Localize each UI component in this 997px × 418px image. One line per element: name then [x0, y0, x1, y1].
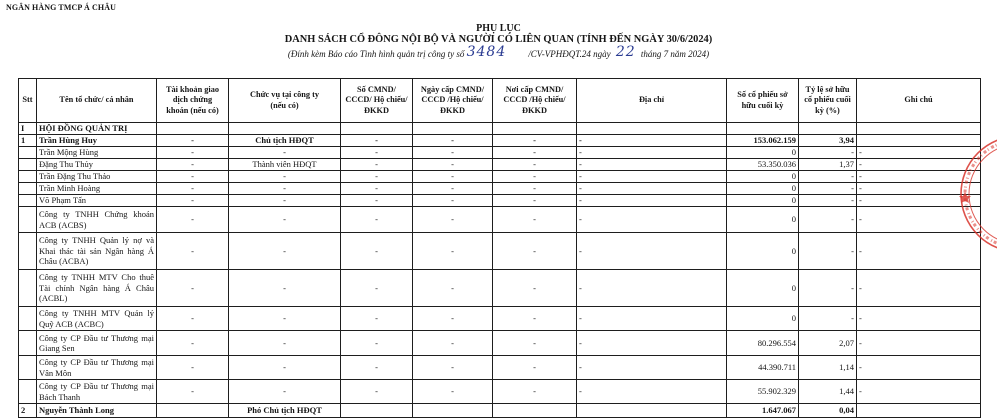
cell-issue-date: -	[413, 171, 493, 183]
cell-issue-place	[493, 404, 577, 418]
header-name: Tên tổ chức/ cá nhân	[37, 79, 157, 123]
cell-shares	[727, 123, 799, 135]
cell-ownership-ratio: 2,07	[799, 331, 857, 356]
cell-ownership-ratio: -	[799, 183, 857, 195]
cell-name: Trần Mộng Hùng	[37, 147, 157, 159]
cell-address: -	[577, 331, 727, 356]
header-ownership-ratio: Tỷ lệ sở hữu cổ phiếu cuối kỳ (%)	[799, 79, 857, 123]
cell-name: Trần Minh Hoàng	[37, 183, 157, 195]
cell-trading-account: -	[157, 159, 229, 171]
cell-stt: 1	[19, 135, 37, 147]
cell-issue-place: -	[493, 307, 577, 331]
cell-position: Thành viên HĐQT	[229, 159, 341, 171]
cell-stt	[19, 233, 37, 270]
cell-position: -	[229, 195, 341, 207]
cell-name: Công ty TNHH MTV Cho thuê Tài chính Ngân hàng Á Châu (ACBL)	[37, 270, 157, 307]
table-row	[19, 195, 981, 207]
cell-note: -	[857, 147, 981, 159]
cell-trading-account: -	[157, 270, 229, 307]
cell-issue-place: -	[493, 233, 577, 270]
cell-address: -	[577, 171, 727, 183]
cell-id-number: -	[341, 233, 413, 270]
table-row	[19, 307, 981, 331]
cell-shares: 80.296.554	[727, 331, 799, 356]
table-body	[19, 123, 981, 418]
cell-name: Công ty CP Đầu tư Thương mại Giang Sen	[37, 331, 157, 356]
cell-id-number: -	[341, 183, 413, 195]
cell-issue-place: -	[493, 171, 577, 183]
cell-stt	[19, 195, 37, 207]
appendix-title: PHỤ LỤC	[476, 23, 521, 34]
cell-issue-place	[493, 123, 577, 135]
cell-ownership-ratio: -	[799, 171, 857, 183]
cell-position: -	[229, 307, 341, 331]
table-row	[19, 147, 981, 159]
cell-issue-date: -	[413, 159, 493, 171]
cell-trading-account: -	[157, 183, 229, 195]
cell-address: -	[577, 135, 727, 147]
cell-ownership-ratio: 0,04	[799, 404, 857, 418]
table-row	[19, 159, 981, 171]
cell-shares: 0	[727, 183, 799, 195]
cell-name: Trần Hùng Huy	[37, 135, 157, 147]
cell-trading-account: -	[157, 356, 229, 380]
cell-position: Phó Chủ tịch HĐQT	[229, 404, 341, 418]
shareholder-table	[18, 78, 981, 418]
table-row	[19, 404, 981, 418]
cell-shares: 0	[727, 233, 799, 270]
cell-name: HỘI ĐỒNG QUẢN TRỊ	[37, 123, 157, 135]
cell-note: -	[857, 331, 981, 356]
red-seal-stamp	[955, 128, 997, 260]
cell-position: -	[229, 183, 341, 195]
cell-shares: 0	[727, 195, 799, 207]
cell-issue-date: -	[413, 270, 493, 307]
cell-trading-account	[157, 123, 229, 135]
cell-shares: 0	[727, 307, 799, 331]
cell-id-number: -	[341, 171, 413, 183]
cell-issue-date: -	[413, 147, 493, 159]
cell-position: -	[229, 233, 341, 270]
cell-position: -	[229, 356, 341, 380]
cell-id-number	[341, 404, 413, 418]
cell-id-number: -	[341, 207, 413, 233]
cell-name: Võ Phạm Tấn	[37, 195, 157, 207]
subtitle-prefix: (Đính kèm Báo cáo Tình hình quản trị công ty số	[287, 49, 465, 59]
subtitle-suffix: tháng 7 năm 2024)	[640, 49, 710, 59]
cell-id-number: -	[341, 270, 413, 307]
cell-address: -	[577, 195, 727, 207]
cell-ownership-ratio: 3,94	[799, 135, 857, 147]
cell-issue-place: -	[493, 159, 577, 171]
cell-ownership-ratio: 1,37	[799, 159, 857, 171]
cell-address: -	[577, 183, 727, 195]
cell-ownership-ratio: -	[799, 195, 857, 207]
cell-address: -	[577, 159, 727, 171]
cell-position: -	[229, 207, 341, 233]
cell-stt	[19, 270, 37, 307]
cell-shares: 0	[727, 147, 799, 159]
cell-stt	[19, 159, 37, 171]
cell-id-number: -	[341, 195, 413, 207]
cell-position: -	[229, 331, 341, 356]
cell-trading-account: -	[157, 380, 229, 404]
cell-name: Công ty TNHH Chứng khoán ACB (ACBS)	[37, 207, 157, 233]
cell-address: -	[577, 147, 727, 159]
cell-name: Đặng Thu Thủy	[37, 159, 157, 171]
header-address: Địa chỉ	[577, 79, 727, 123]
document-title-block	[0, 23, 997, 62]
cell-note: -	[857, 380, 981, 404]
cell-issue-date: -	[413, 233, 493, 270]
cell-issue-date: -	[413, 207, 493, 233]
cell-trading-account: -	[157, 331, 229, 356]
cell-issue-place: -	[493, 270, 577, 307]
cell-issue-date: -	[413, 380, 493, 404]
cell-position: Chủ tịch HĐQT	[229, 135, 341, 147]
cell-issue-place: -	[493, 331, 577, 356]
cell-issue-place: -	[493, 135, 577, 147]
cell-address	[577, 404, 727, 418]
cell-id-number	[341, 123, 413, 135]
table-row	[19, 380, 981, 404]
cell-issue-date	[413, 404, 493, 418]
subtitle	[0, 46, 997, 62]
cell-address: -	[577, 380, 727, 404]
table-row	[19, 171, 981, 183]
cell-shares: 1.647.067	[727, 404, 799, 418]
cell-issue-date: -	[413, 307, 493, 331]
cell-address: -	[577, 233, 727, 270]
cell-id-number: -	[341, 356, 413, 380]
cell-note: -	[857, 195, 981, 207]
cell-note: -	[857, 307, 981, 331]
cell-shares: 0	[727, 270, 799, 307]
header-id-number: Số CMND/ CCCD/ Hộ chiếu/ ĐKKD	[341, 79, 413, 123]
subtitle-middle: /CV-VPHĐQT.24 ngày	[528, 49, 611, 59]
cell-issue-date: -	[413, 183, 493, 195]
header-shares: Số cổ phiếu sở hữu cuối kỳ	[727, 79, 799, 123]
cell-stt	[19, 331, 37, 356]
cell-shares: 153.062.159	[727, 135, 799, 147]
cell-name: Trần Đặng Thu Thảo	[37, 171, 157, 183]
cell-id-number: -	[341, 147, 413, 159]
header-position: Chức vụ tại công ty (nếu có)	[229, 79, 341, 123]
table-row	[19, 123, 981, 135]
cell-issue-place: -	[493, 356, 577, 380]
table-header	[19, 79, 981, 123]
cell-ownership-ratio: 1,44	[799, 380, 857, 404]
cell-trading-account: -	[157, 135, 229, 147]
table-row	[19, 356, 981, 380]
cell-address: -	[577, 356, 727, 380]
cell-id-number: -	[341, 307, 413, 331]
cell-ownership-ratio: 1,14	[799, 356, 857, 380]
cell-issue-place: -	[493, 195, 577, 207]
cell-ownership-ratio: -	[799, 207, 857, 233]
cell-stt	[19, 207, 37, 233]
cell-note: -	[857, 356, 981, 380]
main-title: DANH SÁCH CỔ ĐÔNG NỘI BỘ VÀ NGƯỜI CÓ LIÊN QUAN (TÍNH ĐẾN NGÀY 30/6/2024)	[284, 34, 713, 45]
header-issue-date: Ngày cấp CMND/ CCCD /Hộ chiếu/ ĐKKD	[413, 79, 493, 123]
cell-name: Nguyễn Thành Long	[37, 404, 157, 418]
table-row	[19, 331, 981, 356]
cell-stt	[19, 183, 37, 195]
cell-issue-place: -	[493, 207, 577, 233]
cell-note: -	[857, 183, 981, 195]
cell-id-number: -	[341, 135, 413, 147]
cell-name: Công ty TNHH MTV Quản lý Quỹ ACB (ACBC)	[37, 307, 157, 331]
header-note: Ghi chú	[857, 79, 981, 123]
cell-shares: 55.902.329	[727, 380, 799, 404]
header-issue-place: Nơi cấp CMND/ CCCD /Hộ chiếu/ ĐKKD	[493, 79, 577, 123]
cell-position: -	[229, 171, 341, 183]
cell-trading-account: -	[157, 147, 229, 159]
cell-trading-account: -	[157, 233, 229, 270]
cell-position: -	[229, 147, 341, 159]
cell-stt	[19, 307, 37, 331]
cell-note: -	[857, 233, 981, 270]
header-row	[19, 79, 981, 123]
handwritten-report-number: 3484	[466, 44, 507, 60]
header-trading-account: Tài khoản giao dịch chứng khoán (nếu có)	[157, 79, 229, 123]
table-row	[19, 270, 981, 307]
cell-id-number: -	[341, 331, 413, 356]
cell-address: -	[577, 207, 727, 233]
cell-issue-date: -	[413, 331, 493, 356]
cell-issue-place: -	[493, 147, 577, 159]
cell-shares: 0	[727, 171, 799, 183]
cell-position: -	[229, 380, 341, 404]
header-stt: Stt	[19, 79, 37, 123]
cell-trading-account: -	[157, 171, 229, 183]
cell-trading-account: -	[157, 195, 229, 207]
cell-id-number: -	[341, 380, 413, 404]
cell-position	[229, 123, 341, 135]
cell-address	[577, 123, 727, 135]
cell-ownership-ratio: -	[799, 307, 857, 331]
cell-shares: 53.350.036	[727, 159, 799, 171]
cell-trading-account: -	[157, 207, 229, 233]
cell-stt	[19, 356, 37, 380]
cell-trading-account	[157, 404, 229, 418]
table-row	[19, 183, 981, 195]
cell-position: -	[229, 270, 341, 307]
table-row	[19, 135, 981, 147]
cell-address: -	[577, 270, 727, 307]
cell-stt	[19, 380, 37, 404]
cell-note: -	[857, 171, 981, 183]
cell-ownership-ratio	[799, 123, 857, 135]
cell-note: -	[857, 159, 981, 171]
cell-note: -	[857, 207, 981, 233]
bank-name: NGÂN HÀNG TMCP Á CHÂU	[6, 3, 116, 12]
cell-issue-date: -	[413, 135, 493, 147]
cell-stt	[19, 171, 37, 183]
cell-shares: 0	[727, 207, 799, 233]
cell-address: -	[577, 307, 727, 331]
cell-trading-account: -	[157, 307, 229, 331]
cell-ownership-ratio: -	[799, 147, 857, 159]
cell-stt: I	[19, 123, 37, 135]
cell-issue-date: -	[413, 356, 493, 380]
cell-note	[857, 404, 981, 418]
cell-name: Công ty CP Đầu tư Thương mại Vân Môn	[37, 356, 157, 380]
cell-id-number: -	[341, 159, 413, 171]
table-row	[19, 233, 981, 270]
cell-issue-place: -	[493, 183, 577, 195]
cell-stt: 2	[19, 404, 37, 418]
table-row	[19, 207, 981, 233]
cell-issue-place: -	[493, 380, 577, 404]
cell-stt	[19, 147, 37, 159]
handwritten-report-day: 22	[615, 44, 636, 60]
cell-issue-date	[413, 123, 493, 135]
cell-name: Công ty TNHH Quản lý nợ và Khai thác tài sản Ngân hàng Á Châu (ACBA)	[37, 233, 157, 270]
cell-note: -	[857, 270, 981, 307]
cell-name: Công ty CP Đầu tư Thương mại Bách Thanh	[37, 380, 157, 404]
cell-shares: 44.390.711	[727, 356, 799, 380]
cell-issue-date: -	[413, 195, 493, 207]
cell-ownership-ratio: -	[799, 233, 857, 270]
cell-ownership-ratio: -	[799, 270, 857, 307]
